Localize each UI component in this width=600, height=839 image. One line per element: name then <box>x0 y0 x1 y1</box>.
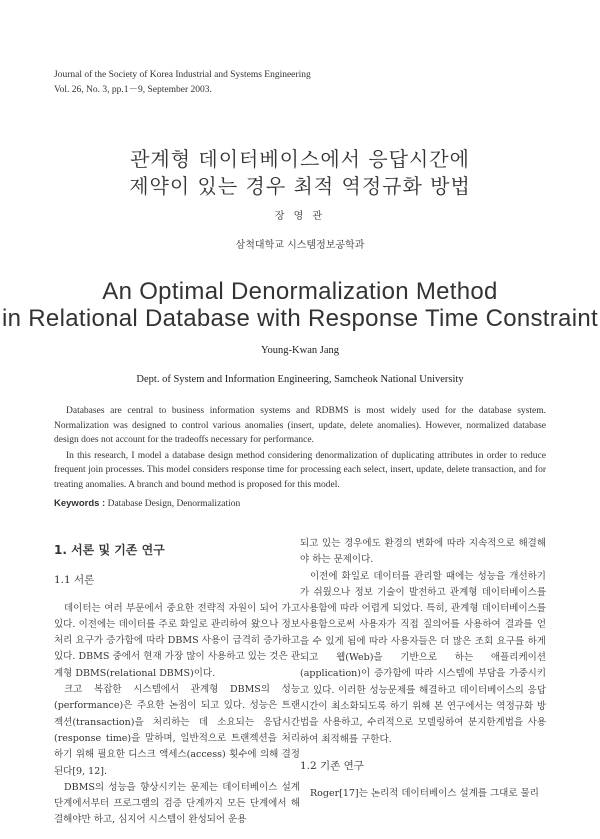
body-right-column <box>300 536 546 802</box>
body-left-column <box>54 542 300 829</box>
body-paragraph: 데이터는 여러 부문에서 중요한 전략적 자원이 되어 가고 있다. 이전에는 데이터를 주로 화일로 관리하여 왔으나 정보처리 요구가 증가함에 따라 DBMS 사용이 급격히 증가하고 있다. DBMS 중에서 현재 가장 많이 사용하고 있는 것은 관계형 DBMS(relational DBMS)이다. <box>54 602 300 679</box>
english-title <box>0 278 600 332</box>
journal-volume: Vol. 26, No. 3, pp.1－9, September 2003. <box>54 85 212 95</box>
section-title: 1. 서론 및 기존 연구 <box>54 543 165 557</box>
body-paragraph: 크고 복잡한 시스템에서 관계형 DBMS의 성능(performance)은 주요한 논점이 되고 있다. 성능은 트랜젝션(transaction)을 처리하는 데 소요되는 응답시간(response time)을 말하며, 일반적으로 트랜젝션을 처리하기 위해 필요한 디스크 액세스(access) 횟수에 의해 결정된다[9, 12]. <box>54 684 300 777</box>
keywords <box>54 498 240 509</box>
korean-title-line1: 관계형 데이터베이스에서 응답시간에 <box>130 147 470 171</box>
korean-author: 장 영 관 <box>274 211 326 222</box>
body-paragraph: Roger[17]는 논리적 데이터베이스 설계를 그대로 물리 <box>310 788 539 800</box>
abstract <box>54 404 546 492</box>
body-paragraph: DBMS의 성능을 향상시키는 문제는 데이터베이스 설계 단계에서부터 프로그램의 검증 단계까지 모든 단계에서 해결해야만 하고, 심지어 시스템이 완성되어 운용 <box>54 781 300 826</box>
korean-title-line2: 제약이 있는 경우 최적 역정규화 방법 <box>129 174 471 198</box>
journal-name: Journal of the Society of Korea Industrial and Systems Engineering <box>54 70 311 80</box>
body-paragraph: 이전에 화일로 데이터를 관리할 때에는 성능을 개선하기가 쉬웠으나 정보 기술이 발전하고 관계형 데이터베이스를 사용함에 따라 어렵게 되었다. 특히, 관계형 데이터베이스를 사용함으로써 사용자가 직접 질의어를 사용하여 결과를 얻을 수 있게 됨에 따라 사용자들은 더 많은 조회 요구를 하게 되고 웹(Web)을 기반으로 하는 애플리케이션(application)이 증가함에 따라 시스템에 부담을 가중시키고 있다. 이러한 성능문제를 해결하고 데이터베이스의 응답시간이 최소화되도록 하기 위해 본 연구에서는 역정규화 방법을 사용하고, 수리적으로 모델링하여 분지한계법을 사용하여 최적해를 구한다. <box>300 570 546 745</box>
english-author: Young-Kwan Jang <box>261 345 339 356</box>
korean-affiliation: 삼척대학교 시스템정보공학과 <box>235 240 365 251</box>
english-affiliation: Dept. of System and Information Engineering, Samcheok National University <box>136 374 464 385</box>
body-paragraph: 되고 있는 경우에도 환경의 변화에 따라 지속적으로 해결해야 하는 문제이다. <box>300 538 546 566</box>
english-title-line1: An Optimal Denormalization Method <box>102 278 498 305</box>
journal-header <box>54 68 311 98</box>
abstract-paragraph: In this research, I model a database design method considering denormalization of duplicating attributes in order to reduce frequent join processes. This model considers response time for processing each select, insert, update, delete transaction, and for treating anomalies. A branch and bound method is proposed for this model. <box>54 450 546 490</box>
korean-title <box>0 146 600 200</box>
subsection-title: 1.2 기존 연구 <box>300 759 364 772</box>
abstract-paragraph: Databases are central to business information systems and RDBMS is most widely used for the database system. Normalization was designed to control various anomalies (insert, update, delete anomalies). However, normalized database design does not account for the tradeoffs necessary for performance. <box>54 406 546 445</box>
english-title-line2: in Relational Database with Response Time Constraint <box>2 305 598 332</box>
subsection-title: 1.1 서론 <box>54 574 95 587</box>
keywords-label: Keywords : <box>54 498 106 509</box>
keywords-value: Database Design, Denormalization <box>107 499 241 509</box>
